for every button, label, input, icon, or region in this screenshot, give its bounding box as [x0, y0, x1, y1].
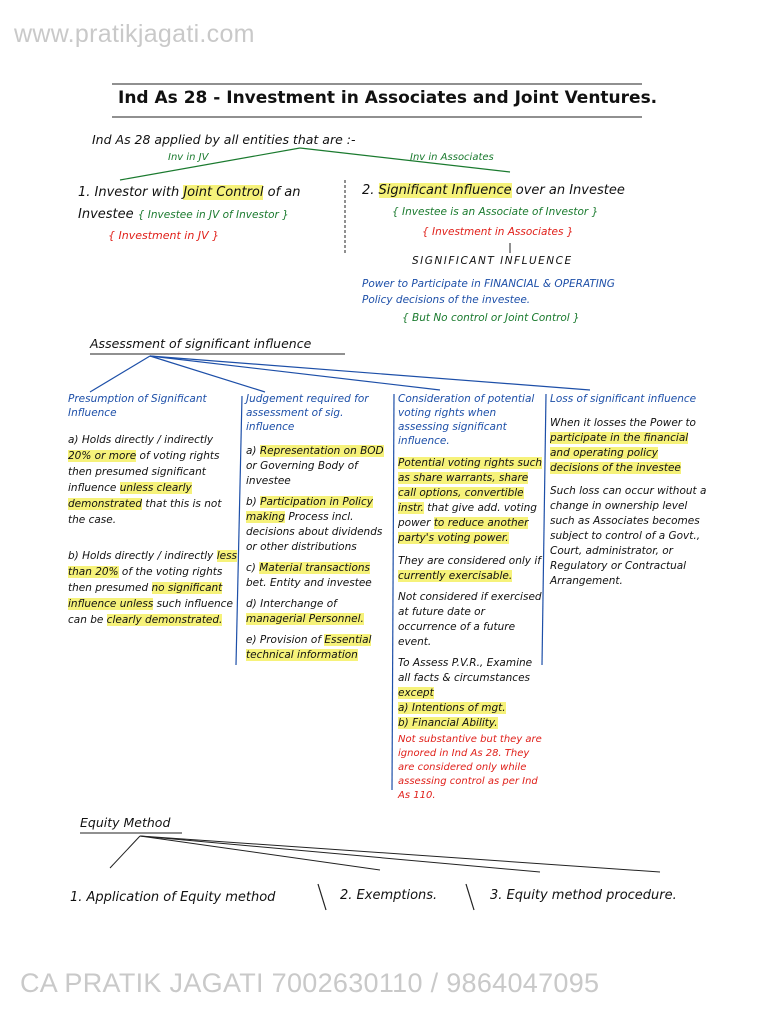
sig-def-line1: Power to Participate in FINANCIAL & OPERATING [362, 278, 615, 290]
column-4-heading: Loss of significant influence [550, 393, 697, 405]
assoc-line1-post: over an Investee [515, 183, 625, 198]
col1-a-hl1: 20% or more [68, 450, 137, 462]
column-judgement [246, 392, 391, 663]
col2-b-pre: b) [246, 496, 257, 508]
col1-b-post: such influence can be [68, 598, 233, 626]
branch-label-associates: Inv in Associates [410, 152, 494, 163]
col2-c-post: bet. Entity and investee [246, 577, 372, 589]
jv-line1-pre: 1. Investor with [78, 185, 180, 200]
jv-block [78, 182, 340, 246]
col3-p4-b: b) Financial Ability. [398, 717, 498, 729]
col2-c-hl: Material transactions [259, 562, 370, 574]
col3-p1-hl1: Potential voting rights such as share warrants, share call options, convertible instr. [398, 457, 543, 514]
col3-p4-hl: except [398, 687, 434, 699]
column-potential-voting [398, 392, 544, 803]
branch-label-jv: Inv in JV [168, 152, 209, 163]
col4-p2: Such loss can occur without a change in ownership level such as Associates becomes subject to control of a Govt., Court, administrator, or Regulatory or Contractual Arrangement. [550, 485, 707, 587]
col2-a-pre: a) [246, 445, 257, 457]
col3-p2-pre: They are considered only if [398, 555, 541, 567]
col1-a-post: that this is not the case. [68, 498, 222, 526]
equity-heading: Equity Method [80, 815, 171, 830]
assoc-line1-highlight: Significant Influence [378, 183, 512, 198]
sig-def-line3: { But No control or Joint Control } [402, 312, 580, 324]
watermark-top: www.pratikjagati.com [14, 20, 255, 48]
jv-line1-highlight: Joint Control [183, 185, 264, 200]
equity-item-2: 2. Exemptions. [340, 888, 438, 903]
col4-p1-pre: When it losses the Power to [550, 417, 696, 429]
page-title: Ind As 28 - Investment in Associates and Joint Ventures. [118, 88, 658, 108]
col2-d-pre: d) [246, 598, 257, 610]
col2-a-hl: Representation on BOD [259, 445, 384, 457]
col2-a-post: or Governing Body of investee [246, 460, 358, 487]
col2-b-hl: Participation in Policy making [246, 496, 373, 523]
col1-b-hl1: less than 20% [68, 550, 238, 578]
sig-influence-heading: SIGNIFICANT INFLUENCE [412, 255, 573, 267]
watermark-bottom: CA PRATIK JAGATI 7002630110 / 9864047095 [20, 968, 600, 998]
col3-p3: Not considered if exercised at future date or occurrence of a future event. [398, 591, 542, 648]
assoc-line2: { Investee is an Associate of Investor } [392, 206, 599, 218]
jv-line2-pre: Investee [78, 207, 134, 222]
col2-d-hl2: managerial Personnel. [246, 613, 364, 625]
col1-a-hl2: unless clearly demonstrated [68, 482, 192, 510]
intro-text: Ind As 28 applied by all entities that are :- [92, 132, 356, 147]
col1-b-hl3: clearly demonstrated. [106, 614, 223, 626]
col1-b-hl2: no significant influence unless [68, 582, 223, 610]
column-loss [550, 392, 708, 589]
col3-p5: Not substantive but they are ignored in Ind As 28. They are considered only while assessing control as per Ind As 110. [398, 734, 542, 801]
col2-e-pre: e) Provision of [246, 634, 322, 646]
assessment-heading: Assessment of significant influence [90, 336, 312, 351]
col3-p4-pre: To Assess P.V.R., Examine all facts & circumstances [398, 657, 533, 684]
col2-c-pre: c) [246, 562, 256, 574]
col4-p1-hl: participate in the financial and operating policy decisions of the investee [550, 432, 689, 474]
col2-d-hl1: Interchange of [260, 598, 337, 610]
assoc-line1-pre: 2. [362, 183, 375, 198]
assoc-line3: { Investment in Associates } [422, 226, 574, 238]
col1-a-mid: of voting rights then presumed significant influence [68, 450, 220, 494]
col1-a-pre: a) Holds directly / indirectly [68, 434, 214, 446]
jv-line1-post: of an [267, 185, 301, 200]
jv-line3: { Investment in JV } [108, 229, 220, 242]
equity-item-3: 3. Equity method procedure. [490, 888, 677, 903]
col1-b-pre: b) Holds directly / indirectly [68, 550, 214, 562]
col3-p1-hl2: to reduce another party's voting power. [398, 517, 529, 544]
column-3-heading: Consideration of potential voting rights when assessing significant influence. [398, 393, 535, 447]
col1-b-mid: of the voting rights then presumed [68, 566, 223, 594]
col3-p2-hl: currently exercisable. [398, 570, 513, 582]
col2-b-post: Process incl. decisions about dividends or other distributions [246, 511, 383, 553]
col3-p4-a: a) Intentions of mgt. [398, 702, 506, 714]
jv-line2-note: { Investee in JV of Investor } [137, 209, 289, 221]
column-2-heading: Judgement required for assessment of sig. influence [246, 393, 369, 433]
column-presumption [68, 392, 238, 628]
col2-e-hl: Essential technical information [246, 634, 372, 661]
equity-item-1: 1. Application of Equity method [70, 890, 276, 905]
column-1-heading: Presumption of Significant Influence [68, 393, 207, 419]
associates-block [362, 180, 692, 328]
col3-p1-mid: that give add. voting power [398, 502, 537, 529]
sig-def-line2: Policy decisions of the investee. [362, 294, 531, 306]
